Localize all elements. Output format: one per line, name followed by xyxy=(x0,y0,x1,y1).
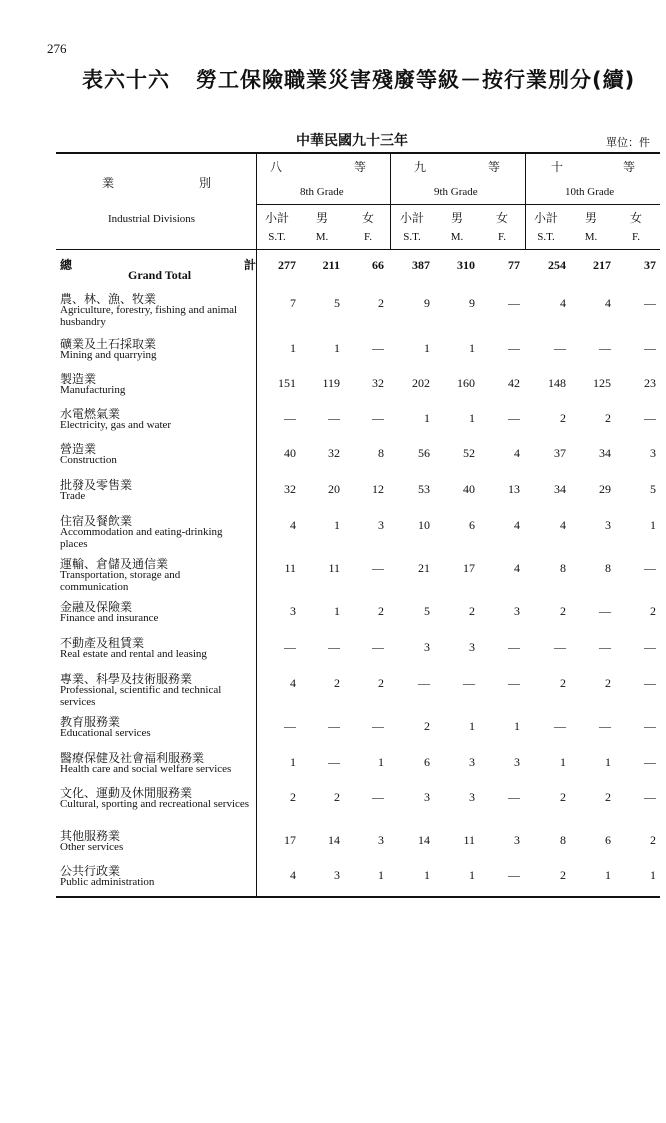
cell-value: 1 xyxy=(469,868,475,882)
cell-value: — xyxy=(599,341,611,355)
cell-value: 8 xyxy=(378,446,384,460)
industry-name-en: Professional, scientific and technical services xyxy=(60,684,222,708)
industry-name-en: Manufacturing xyxy=(60,384,126,396)
cell-value: 66 xyxy=(372,258,384,272)
cell-value: 2 xyxy=(560,868,566,882)
cell-value: 1 xyxy=(469,411,475,425)
subheader-subtotal-en: S.T. xyxy=(403,231,421,243)
cell-value: 2 xyxy=(378,604,384,618)
cell-value: 42 xyxy=(508,376,520,390)
industry-name-en: Transportation, storage and communication xyxy=(60,569,181,593)
cell-value: — xyxy=(644,561,656,575)
cell-value: 52 xyxy=(463,446,475,460)
grade-label-en: 9th Grade xyxy=(434,186,478,198)
page-number: 276 xyxy=(47,41,67,56)
cell-value: 37 xyxy=(554,446,566,460)
cell-value: 2 xyxy=(334,676,340,690)
cell-value: 1 xyxy=(378,868,384,882)
group-divider xyxy=(390,153,391,250)
industry-name-en: Health care and social welfare services xyxy=(60,763,232,775)
page-title xyxy=(82,64,635,94)
cell-value: 2 xyxy=(290,790,296,804)
cell-value: 3 xyxy=(514,604,520,618)
cell-value: 1 xyxy=(605,755,611,769)
cell-value: 2 xyxy=(560,790,566,804)
cell-value: 1 xyxy=(424,868,430,882)
industry-name-en: Trade xyxy=(60,490,86,502)
industry-name-zh: 水電燃氣業 xyxy=(60,407,121,421)
cell-value: 20 xyxy=(328,482,340,496)
cell-value: 3 xyxy=(334,868,340,882)
cell-value: 151 xyxy=(278,376,296,390)
cell-value: 34 xyxy=(599,446,611,460)
cell-value: 1 xyxy=(469,341,475,355)
industry-name-en: Public administration xyxy=(60,876,155,888)
cell-value: — xyxy=(328,719,340,733)
subheader-male-en: M. xyxy=(450,231,464,243)
industry-name-zh: 其他服務業 xyxy=(60,829,121,843)
subheader-male-zh: 男 xyxy=(315,211,328,225)
industry-name-zh: 農、林、漁、牧業 xyxy=(60,292,157,306)
cell-value: — xyxy=(328,411,340,425)
industry-name-en: Other services xyxy=(60,841,124,853)
cell-value: — xyxy=(508,640,520,654)
grade-label-zh: 等 xyxy=(623,160,636,174)
title-prefix: 表六十六 xyxy=(82,68,170,92)
cell-value: — xyxy=(644,676,656,690)
cell-value: 6 xyxy=(605,833,611,847)
subheader-female-en: F. xyxy=(364,231,372,243)
industry-name-en: Real estate and rental and leasing xyxy=(60,648,207,660)
cell-value: 4 xyxy=(560,518,566,532)
cell-value: 3 xyxy=(605,518,611,532)
cell-value: — xyxy=(554,719,566,733)
cell-value: — xyxy=(508,790,520,804)
grand-total-label-zh: 總 xyxy=(60,258,73,272)
cell-value: — xyxy=(284,640,296,654)
cell-value: — xyxy=(508,868,520,882)
cell-value: — xyxy=(644,719,656,733)
cell-value: 5 xyxy=(424,604,430,618)
cell-value: 2 xyxy=(560,676,566,690)
cell-value: 8 xyxy=(605,561,611,575)
header-bottom-rule xyxy=(56,249,660,250)
cell-value: 3 xyxy=(424,640,430,654)
cell-value: 2 xyxy=(378,296,384,310)
title-main: 勞工保險職業災害殘廢等級－按行業別分(續) xyxy=(196,68,636,92)
cell-value: 125 xyxy=(593,376,611,390)
industry-name-zh: 營造業 xyxy=(60,442,97,456)
cell-value: — xyxy=(372,561,384,575)
cell-value: 32 xyxy=(284,482,296,496)
cell-value: 21 xyxy=(418,561,430,575)
cell-value: 277 xyxy=(278,258,296,272)
industry-name-zh: 運輸、倉儲及通信業 xyxy=(60,557,169,571)
subheader-female-zh: 女 xyxy=(495,211,508,225)
grade-label-zh: 九 xyxy=(414,160,427,174)
cell-value: 2 xyxy=(605,790,611,804)
cell-value: 1 xyxy=(334,604,340,618)
cell-value: 14 xyxy=(328,833,340,847)
cell-value: 11 xyxy=(284,561,296,575)
cell-value: 1 xyxy=(650,518,656,532)
subheader-male-en: M. xyxy=(315,231,329,243)
cell-value: 2 xyxy=(334,790,340,804)
cell-value: 3 xyxy=(290,604,296,618)
cell-value: 4 xyxy=(290,868,296,882)
cell-value: 1 xyxy=(424,411,430,425)
industry-name-zh: 教育服務業 xyxy=(60,715,121,729)
cell-value: — xyxy=(284,411,296,425)
cell-value: — xyxy=(599,719,611,733)
cell-value: 40 xyxy=(284,446,296,460)
table-year: 中華民國九十三年 xyxy=(296,133,408,149)
cell-value: 8 xyxy=(560,561,566,575)
cell-value: 148 xyxy=(548,376,566,390)
grade-label-zh: 等 xyxy=(354,160,367,174)
cell-value: — xyxy=(372,719,384,733)
cell-value: 2 xyxy=(424,719,430,733)
cell-value: 2 xyxy=(650,604,656,618)
cell-value: 13 xyxy=(508,482,520,496)
cell-value: 2 xyxy=(469,604,475,618)
cell-value: — xyxy=(599,604,611,618)
subheader-female-en: F. xyxy=(632,231,640,243)
cell-value: 4 xyxy=(290,676,296,690)
industry-name-en: Cultural, sporting and recreational services xyxy=(60,798,250,810)
table-bottom-rule xyxy=(56,896,660,898)
cell-value: — xyxy=(463,676,475,690)
industry-name-zh: 製造業 xyxy=(60,372,97,386)
industry-name-zh: 金融及保險業 xyxy=(60,600,133,614)
cell-value: 1 xyxy=(378,755,384,769)
cell-value: 2 xyxy=(560,604,566,618)
industry-name-en: Educational services xyxy=(60,727,151,739)
cell-value: 40 xyxy=(463,482,475,496)
cell-value: 11 xyxy=(328,561,340,575)
cell-value: 217 xyxy=(593,258,611,272)
industry-name-en: Mining and quarrying xyxy=(60,349,157,361)
cell-value: 4 xyxy=(514,446,520,460)
cell-value: — xyxy=(644,411,656,425)
cell-value: 77 xyxy=(508,258,520,272)
cell-value: 3 xyxy=(469,790,475,804)
grade-label-zh: 十 xyxy=(551,160,564,174)
cell-value: 2 xyxy=(605,411,611,425)
cell-value: 6 xyxy=(424,755,430,769)
cell-value: — xyxy=(599,640,611,654)
cell-value: 9 xyxy=(424,296,430,310)
cell-value: 1 xyxy=(290,341,296,355)
cell-value: — xyxy=(554,341,566,355)
cell-value: 2 xyxy=(378,676,384,690)
cell-value: — xyxy=(372,640,384,654)
table-top-rule xyxy=(56,152,660,154)
industry-name-en: Agriculture, forestry, fishing and animal husbandry xyxy=(60,304,238,328)
cell-value: 56 xyxy=(418,446,430,460)
subheader-female-en: F. xyxy=(498,231,506,243)
cell-value: 5 xyxy=(334,296,340,310)
cell-value: — xyxy=(644,341,656,355)
group-header-rule xyxy=(256,204,660,205)
cell-value: 3 xyxy=(514,755,520,769)
cell-value: 3 xyxy=(469,755,475,769)
cell-value: 34 xyxy=(554,482,566,496)
cell-value: 37 xyxy=(644,258,656,272)
industry-name-en: Construction xyxy=(60,454,117,466)
industry-name-zh: 公共行政業 xyxy=(60,864,121,878)
cell-value: 1 xyxy=(334,518,340,532)
cell-value: 2 xyxy=(650,833,656,847)
industry-name-zh: 礦業及土石採取業 xyxy=(60,337,157,351)
industry-name-en: Finance and insurance xyxy=(60,612,159,624)
cell-value: 2 xyxy=(605,676,611,690)
cell-value: 6 xyxy=(469,518,475,532)
cell-value: 3 xyxy=(514,833,520,847)
cell-value: 32 xyxy=(372,376,384,390)
subheader-female-zh: 女 xyxy=(629,211,642,225)
cell-value: — xyxy=(372,411,384,425)
industry-name-zh: 專業、科學及技術服務業 xyxy=(60,672,193,686)
division-header-zh: 別 xyxy=(199,176,212,190)
cell-value: 2 xyxy=(560,411,566,425)
cell-value: 1 xyxy=(334,341,340,355)
cell-value: 211 xyxy=(322,258,340,272)
subheader-male-zh: 男 xyxy=(584,211,597,225)
grand-total-label-zh: 計 xyxy=(244,258,257,272)
cell-value: 4 xyxy=(514,561,520,575)
division-header-zh: 業 xyxy=(102,176,115,190)
cell-value: 4 xyxy=(290,518,296,532)
cell-value: 3 xyxy=(378,833,384,847)
cell-value: — xyxy=(644,640,656,654)
cell-value: — xyxy=(372,341,384,355)
cell-value: — xyxy=(328,755,340,769)
cell-value: — xyxy=(508,341,520,355)
grand-total-label-en: Grand Total xyxy=(128,268,192,282)
cell-value: — xyxy=(284,719,296,733)
cell-value: 10 xyxy=(418,518,430,532)
industry-name-en: Electricity, gas and water xyxy=(60,419,172,431)
subheader-subtotal-zh: 小計 xyxy=(533,211,558,225)
cell-value: 3 xyxy=(378,518,384,532)
cell-value: — xyxy=(418,676,430,690)
cell-value: — xyxy=(644,790,656,804)
industry-name-zh: 文化、運動及休閒服務業 xyxy=(60,786,193,800)
subheader-subtotal-en: S.T. xyxy=(268,231,286,243)
industry-name-zh: 住宿及餐飲業 xyxy=(60,514,133,528)
cell-value: 12 xyxy=(372,482,384,496)
cell-value: 5 xyxy=(650,482,656,496)
cell-value: 387 xyxy=(412,258,430,272)
cell-value: 17 xyxy=(284,833,296,847)
cell-value: 119 xyxy=(322,376,340,390)
cell-value: — xyxy=(328,640,340,654)
cell-value: 17 xyxy=(463,561,475,575)
cell-value: 254 xyxy=(548,258,566,272)
cell-value: — xyxy=(644,755,656,769)
division-header-en: Industrial Divisions xyxy=(108,213,196,225)
cell-value: — xyxy=(644,296,656,310)
cell-value: — xyxy=(554,640,566,654)
subheader-subtotal-en: S.T. xyxy=(537,231,555,243)
industry-name-en: Accommodation and eating-drinking places xyxy=(60,526,223,550)
cell-value: — xyxy=(508,296,520,310)
cell-value: 4 xyxy=(605,296,611,310)
cell-value: 3 xyxy=(424,790,430,804)
cell-value: 1 xyxy=(469,719,475,733)
cell-value: 202 xyxy=(412,376,430,390)
cell-value: 4 xyxy=(560,296,566,310)
cell-value: 160 xyxy=(457,376,475,390)
subheader-subtotal-zh: 小計 xyxy=(399,211,424,225)
cell-value: 1 xyxy=(424,341,430,355)
grade-label-zh: 等 xyxy=(488,160,501,174)
subheader-male-zh: 男 xyxy=(450,211,463,225)
industry-name-zh: 不動產及租賃業 xyxy=(60,636,145,650)
grade-label-en: 8th Grade xyxy=(300,186,344,198)
cell-value: — xyxy=(508,411,520,425)
cell-value: 1 xyxy=(514,719,520,733)
cell-value: — xyxy=(508,676,520,690)
cell-value: 1 xyxy=(560,755,566,769)
cell-value: 53 xyxy=(418,482,430,496)
cell-value: 9 xyxy=(469,296,475,310)
cell-value: 3 xyxy=(469,640,475,654)
cell-value: 14 xyxy=(418,833,430,847)
cell-value: 29 xyxy=(599,482,611,496)
industry-name-zh: 批發及零售業 xyxy=(60,478,133,492)
subheader-subtotal-zh: 小計 xyxy=(264,211,289,225)
cell-value: — xyxy=(372,790,384,804)
cell-value: 3 xyxy=(650,446,656,460)
grade-label-zh: 八 xyxy=(270,160,283,174)
subheader-female-zh: 女 xyxy=(361,211,374,225)
cell-value: 11 xyxy=(463,833,475,847)
cell-value: 32 xyxy=(328,446,340,460)
cell-value: 23 xyxy=(644,376,656,390)
cell-value: 4 xyxy=(514,518,520,532)
cell-value: 7 xyxy=(290,296,296,310)
cell-value: 1 xyxy=(290,755,296,769)
cell-value: 1 xyxy=(650,868,656,882)
unit-label: 單位：件 xyxy=(606,136,650,149)
grade-label-en: 10th Grade xyxy=(565,186,615,198)
cell-value: 310 xyxy=(457,258,475,272)
cell-value: 1 xyxy=(605,868,611,882)
subheader-male-en: M. xyxy=(584,231,598,243)
cell-value: 8 xyxy=(560,833,566,847)
industry-name-zh: 醫療保健及社會福利服務業 xyxy=(60,751,205,765)
